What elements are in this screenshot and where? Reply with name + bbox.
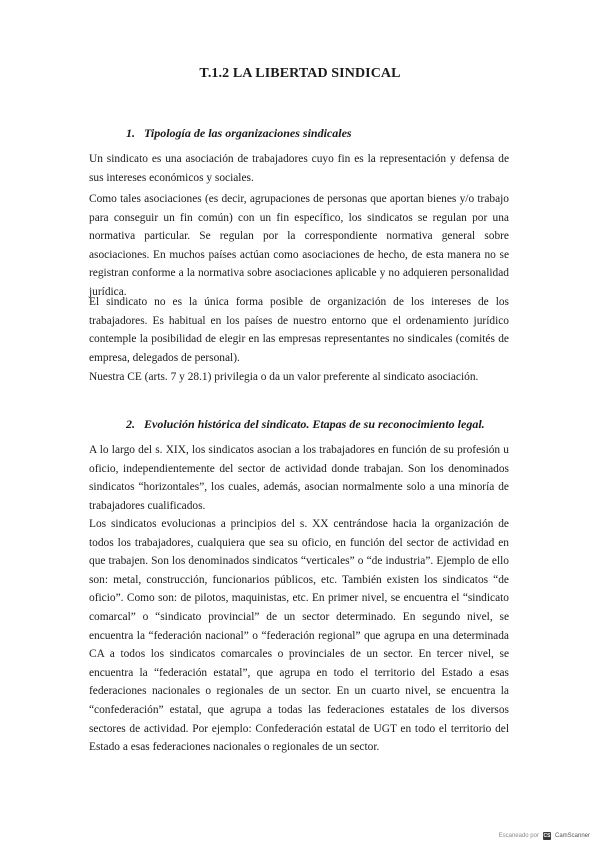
section-1-heading bbox=[126, 126, 352, 141]
scanned-by-label: Escaneado por bbox=[498, 833, 539, 839]
section-1-title: Tipología de las organizaciones sindicales bbox=[144, 126, 352, 140]
section-1-paragraph-2: Como tales asociaciones (es decir, agrupaciones de personas que aportan bienes y/o trabajo para conseguir un fin común) con un fin específico, los sindicatos se regulan por una normativa particular. Se regulan por la correspondiente normativa general sobre asociaciones. En muchos países actúan como asociaciones de hecho, de esta manera no se registran conforme a la normativa sobre asociaciones aplicable y no adquieren personalidad jurídica. bbox=[89, 193, 509, 298]
section-2-number: 2. bbox=[126, 417, 135, 431]
section-2-title: Evolución histórica del sindicato. Etapas de su reconocimiento legal. bbox=[144, 417, 485, 431]
scanner-watermark bbox=[499, 832, 590, 840]
section-1-paragraph-3: El sindicato no es la única forma posible de organización de los intereses de los trabajadores. Es habitual en los países de nuestro entorno que el ordenamiento jurídico contemple la posibilidad de elegir en las empresas representantes no sindicales (comités de empresa, delegados de personal). bbox=[89, 296, 509, 364]
camscanner-name: CamScanner bbox=[554, 833, 590, 839]
section-2-paragraph-2: Los sindicatos evolucionas a principios del s. XX centrándose hacia la organización de todos los trabajadores, cualquiera que sea su oficio, en función del sector de actividad en que trabajen. Son los denominados sindicatos “verticales” o “de industria”. Ejemplo de ello son: metal, construcción, funcionarios públicos, etc. También existen los sindicatos “de oficio”. Como son: de pilotos, maquinistas, etc. En primer nivel, se encuentra el “sindicato comarcal” o “sindicato provincial” de un sector determinado. En segundo nivel, se encuentra la “federación nacional” o “federación regional” que agrupa en una determinada CA a todos los sindicatos comarcales o provinciales de un sector. En tercer nivel, se encuentra la “federación estatal”, que agrupa en todo el territorio del Estado a esas federaciones nacionales o regionales de un sector. En un cuarto nivel, se encuentra la “confederación” estatal, que agrupa a todas las federaciones estatales de los diversos sectores de actividad. Por ejemplo: Confederación estatal de UGT en todo el territorio del Estado a esas federaciones nacionales o regionales de un sector. bbox=[89, 518, 509, 754]
section-1-number: 1. bbox=[126, 126, 135, 140]
page-title: T.1.2 LA LIBERTAD SINDICAL bbox=[199, 66, 401, 81]
section-1-paragraph-4: Nuestra CE (arts. 7 y 28.1) privilegia o da un valor preferente al sindicato asociación. bbox=[89, 371, 479, 383]
camscanner-logo-icon: CS bbox=[543, 833, 551, 839]
section-1-paragraph-1: Un sindicato es una asociación de trabajadores cuyo fin es la representación y defensa de sus intereses económicos y sociales. bbox=[89, 153, 509, 184]
section-2-paragraph-1: A lo largo del s. XIX, los sindicatos asocian a los trabajadores en función de su profesión u oficio, independientemente del sector de actividad donde trabajan. Son los denominados sindicatos “horizontales”, los cuales, además, asocian normalmente solo a una minoría de trabajadores cualificados. bbox=[89, 444, 509, 512]
section-2-heading bbox=[126, 417, 485, 432]
